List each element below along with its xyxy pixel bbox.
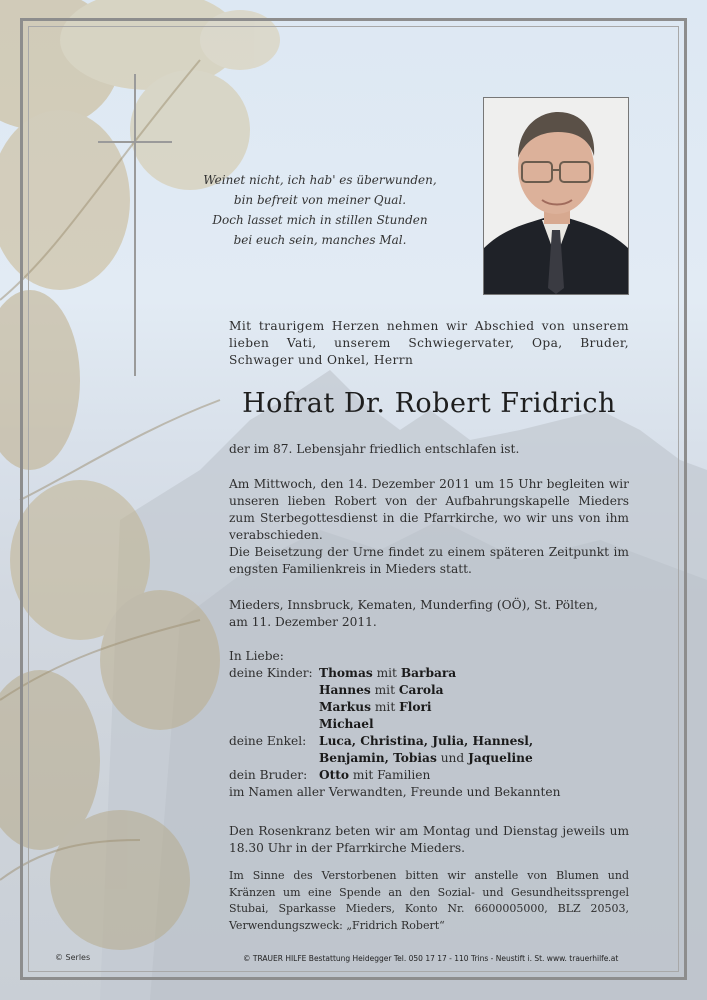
grandchildren-row [229, 750, 629, 767]
grandchildren-label: deine Enkel: [229, 734, 307, 748]
children-row [229, 716, 629, 733]
rosary-text: Den Rosenkranz beten wir am Montag und Dienstag jeweils um 18.30 Uhr in der Pfarrkirche Mieders. [229, 824, 629, 855]
deceased-name: Hofrat Dr. Robert Fridrich [242, 388, 616, 419]
age-line: der im 87. Lebensjahr friedlich entschlafen ist. [229, 442, 520, 456]
relatives-line: im Namen aller Verwandten, Freunde und Bekannten [229, 785, 561, 799]
brother-label: dein Bruder: [229, 768, 308, 782]
donation-text: Im Sinne des Verstorbenen bitten wir anstelle von Blumen und Kränzen um eine Spende an den Sozial- und Gesundheitssprengel Stubai, Sparkasse Mieders, Konto Nr. 6600005000, BLZ 20503, Verwendungszweck: „Fridrich Robert“ [229, 869, 629, 932]
list-item: Hannes mit Carola [319, 683, 444, 697]
cross-icon-horizontal [98, 141, 172, 143]
places-line: Mieders, Innsbruck, Kematen, Munderfing (OÖ), St. Pölten, [229, 598, 598, 612]
poem-line: bei euch sein, manches Mal. [233, 233, 407, 247]
date-line: am 11. Dezember 2011. [229, 615, 377, 629]
funeral-text: Am Mittwoch, den 14. Dezember 2011 um 15 Uhr begleiten wir unseren lieben Robert von der Aufbahrungskapelle Mieders zum Sterbegottesdienst in die Pfarrkirche, wo wir uns von ihm verabschieden. [229, 477, 629, 542]
list-item: Markus mit Flori [319, 700, 432, 714]
poem-line: Doch lasset mich in stillen Stunden [212, 213, 428, 227]
poem-line: bin befreit von meiner Qual. [233, 193, 407, 207]
cross-icon-vertical [134, 74, 136, 376]
children-row [229, 699, 629, 716]
in-love-label: In Liebe: [229, 649, 284, 663]
grandchildren-names: Luca, Christina, Julia, Hannesl, [319, 734, 534, 748]
poem-line: Weinet nicht, ich hab' es überwunden, [203, 173, 437, 187]
brother-row [229, 767, 629, 784]
list-item: Thomas mit Barbara [319, 666, 457, 680]
urn-text: Die Beisetzung der Urne findet zu einem späteren Zeitpunkt im engsten Familienkreis in Mieders statt. [229, 545, 629, 576]
children-row [229, 665, 629, 682]
list-item: Michael [319, 717, 374, 731]
portrait-photo [483, 97, 629, 295]
list-item: Otto mit Familien [319, 768, 431, 782]
footer-imprint: © TRAUER HILFE Bestattung Heidegger Tel. 050 17 17 - 110 Trins - Neustift i. St. www. trauerhilfe.at [243, 954, 619, 963]
children-row [229, 682, 629, 699]
children-label: deine Kinder: [229, 666, 313, 680]
list-item: Benjamin, Tobias und Jaqueline [319, 751, 533, 765]
poem [190, 170, 450, 250]
intro-text: Mit traurigem Herzen nehmen wir Abschied von unserem lieben Vati, unserem Schwiegervater, Opa, Bruder, Schwager und Onkel, Herrn [229, 319, 629, 367]
mourners [229, 648, 629, 801]
grandchildren-row [229, 733, 629, 750]
photo-copyright: © Serles [55, 953, 91, 962]
